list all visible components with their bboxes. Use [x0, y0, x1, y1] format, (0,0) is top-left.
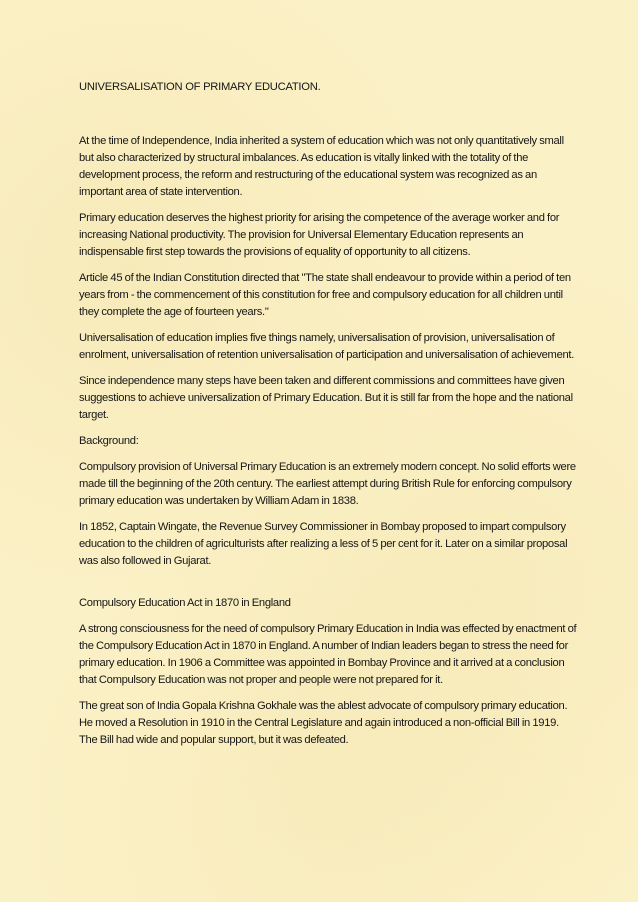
paragraph-compulsory-provision: Compulsory provision of Universal Primary Education is an extremely modern concept. No solid efforts were made till the beginning of the 20th century. The earliest attempt during British Rule for enforcing compulsory primary education was undertaken by William Adam in 1838.	[79, 461, 576, 508]
paragraph-primary-priority: Primary education deserves the highest priority for arising the competence of the average worker and for increasing National productivity. The provision for Universal Elementary Education represents an indispensable first step towards the provisions of equality of opportunity to all citizens.	[79, 211, 560, 258]
paragraph-five-things: Universalisation of education implies five things namely, universalisation of provision, universalisation of enrolment, universalisation of retention universalisation of participation and universalisation of achievement.	[79, 331, 575, 361]
paragraph-article-45: Article 45 of the Indian Constitution directed that "The state shall endeavour to provide within a period of ten years from - the commencement of this constitution for free and compulsory education for all children until they complete the age of fourteen years."	[79, 271, 571, 318]
act-heading: Compulsory Education Act in 1870 in England	[79, 597, 291, 610]
document-title: UNIVERSALISATION OF PRIMARY EDUCATION.	[79, 81, 321, 93]
paragraph-captain-wingate: In 1852, Captain Wingate, the Revenue Survey Commissioner in Bombay proposed to impart compulsory education to the children of agriculturists after realizing a less of 5 per cent for it. Later on a similar proposal was also followed in Gujarat.	[79, 521, 568, 568]
paragraph-strong-consciousness: A strong consciousness for the need of compulsory Primary Education in India was effected by enactment of the Compulsory Education Act in 1870 in England. A number of Indian leaders began to stress the need for primary education. In 1906 a Committee was appointed in Bombay Province and it arrived at a conclusion that Compulsory Education was not proper and people were not prepared for it.	[79, 623, 577, 686]
paragraph-since-independence: Since independence many steps have been taken and different commissions and committees have given suggestions to achieve universalization of Primary Education. But it is still far from the hope and the national target.	[79, 375, 573, 421]
paragraph-independence: At the time of Independence, India inherited a system of education which was not only quantitatively small but also characterized by structural imbalances. As education is vitally linked with the totality of the development process, the reform and restructuring of the educational system was recognized as an important area of state intervention.	[79, 135, 564, 198]
background-heading: Background:	[79, 435, 139, 448]
paragraph-gokhale: The great son of India Gopala Krishna Gokhale was the ablest advocate of compulsory primary education. He moved a Resolution in 1910 in the Central Legislature and again introduced a non-official Bill in 1919. The Bill had wide and popular support, but it was defeated.	[79, 700, 568, 746]
